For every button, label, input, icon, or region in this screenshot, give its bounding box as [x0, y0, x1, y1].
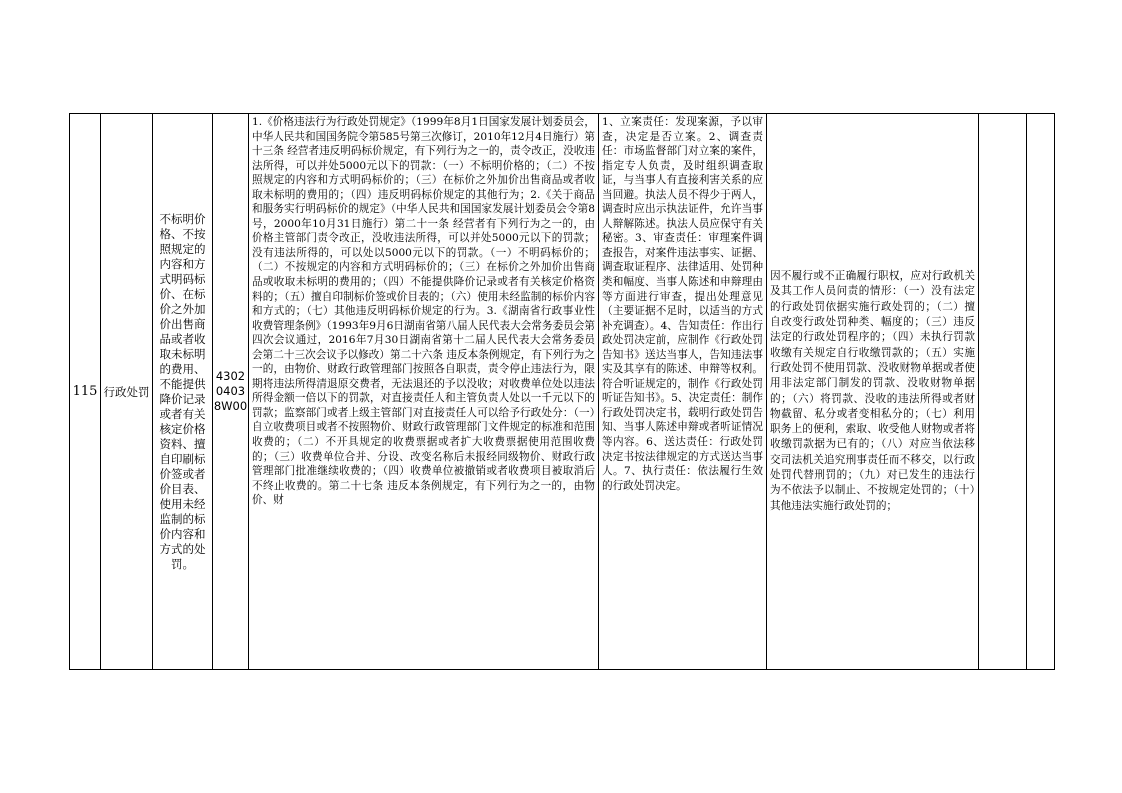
- responsibility-cell: [599, 114, 767, 670]
- responsibility-items: 1、立案责任：发现案源，予以审查，决定是否立案。2、调查责任：市场监督部门对立案的案件，指定专人负责，及时组织调查取证，与当事人有直接利害关系的应当回避。执法人员不得少于两人，调查时应出示执法证件，允许当事人辩解陈述。执法人员应保守有关秘密。3、审查责任：审理案件调查报告，对案件违法事实、证据、调查取证程序、法律适用、处罚种类和幅度、当事人陈述和申辩理由等方面进行审查，提出处理意见（主要证据不足时，以适当的方式补充调查）。4、告知责任：作出行政处罚决定前，应制作《行政处罚告知书》送达当事人，告知违法事实及其享有的陈述、申辩等权利。符合听证规定的，制作《行政处罚听证告知书》。5、决定责任：制作行政处罚决定书，载明行政处罚告知、当事人陈述申辩或者听证情况等内容。6、送达责任：行政处罚决定书按法律规定的方式送达当事人。7、执行责任：依法履行生效的行政处罚决定。: [602, 116, 763, 492]
- legal-basis-cell: [249, 114, 599, 670]
- table-grid: [69, 113, 1055, 670]
- power-category: 行政处罚: [101, 114, 153, 670]
- accountability-cell: [767, 114, 979, 670]
- power-list-table: [69, 113, 1054, 670]
- row-number: 115: [70, 114, 101, 670]
- table-row: [70, 114, 1055, 670]
- item-code: 43020403 8W00: [213, 114, 249, 670]
- item-name: 不标明价格、不按照规定的内容和方式明码标价、在标价之外加价出售商品或者收取未标明的费用、不能提供降价记录或者有关核定价格资料、擅自印刷标价签或者价目表、使用未经监制的标价内容和方式的处罚。: [153, 114, 213, 670]
- legal-basis: 1.《价格违法行为行政处罚规定》（1999年8月1日国家发展计划委员会，中华人民共和国国务院令第585号第三次修订，2010年12月4日施行）第十三条 经营者违反明码标价规定，有下列行为之一的，责令改正，没收违法所得，可以并处5000元以下的罚款：（一）不标明价格的；（二）不按照规定的内容和方式明码标价的；（三）在标价之外加价出售商品或者收取未标明的费用的；（四）违反明码标价规定的其他行为；2.《关于商品和服务实行明码标价的规定》（中华人民共和国国家发展计划委员会令第8号，2000年10月31日施行）第二十一条 经营者有下列行为之一的，由价格主管部门责令改正，没收违法所得，可以并处5000元以下的罚款；没有违法所得的，可以处以5000元以下的罚款。（一）不明码标价的；（二）不按规定的内容和方式明码标价的；（三）在标价之外加价出售商品或收取未标明的费用的；（四）不能提供降价记录或者有关核定价格资料的；（五）擅自印制标价签或价目表的；（六）使用未经监制的标价内容和方式的；（七）其他违反明码标价规定的行为。3.《湖南省行政事业性收费管理条例》（1993年9月6日湖南省第八届人民代表大会常务委员会第四次会议通过，2016年7月30日湖南省第十二届人民代表大会常务委员会第二十三次会议予以修改）第二十六条 违反本条例规定，有下列行为之一的，由物价、财政行政管理部门按照各自职责，责令停止违法行为，限期将违法所得清退原交费者，无法退还的予以没收；对收费单位处以违法所得金额一倍以下的罚款，对直接责任人和主管负责人处以一千元以下的罚款；监察部门或者上级主管部门对直接责任人可以给予行政处分：（一）自立收费项目或者不按照物价、财政行政管理部门文件规定的标准和范围收费的；（二）不开具规定的收费票据或者扩大收费票据使用范围收费的；（三）收费单位合并、分设、改变名称后未报经同级物价、财政行政管理部门批准继续收费的；（四）收费单位被撤销或者收费项目被取消后不终止收费的。第二十七条 违反本条例规定，有下列行为之一的，由物价、财: [252, 116, 595, 507]
- blank-cell: [1027, 114, 1055, 670]
- accountability-items: 因不履行或不正确履行职权，应对行政机关及其工作人员问责的情形：（一）没有法定的行政处罚依据实施行政处罚的；（二）擅自改变行政处罚种类、幅度的；（三）违反法定的行政处罚程序的；（四）未执行罚款收缴有关规定自行收缴罚款的；（五）实施行政处罚不使用罚款、没收财物单据或者使用非法定部门制发的罚款、没收财物单据的；（六）将罚款、没收的违法所得或者财物截留、私分或者变相私分的；（七）利用职务上的便利，索取、收受他人财物或者将收缴罚款据为已有的；（八）对应当依法移交司法机关追究刑事责任而不移交，以行政处罚代替刑罚的；（九）对已发生的违法行为不依法予以制止、不按规定处罚的；（十）其他违法实施行政处罚的；: [770, 270, 975, 512]
- remark-cell: [979, 114, 1027, 670]
